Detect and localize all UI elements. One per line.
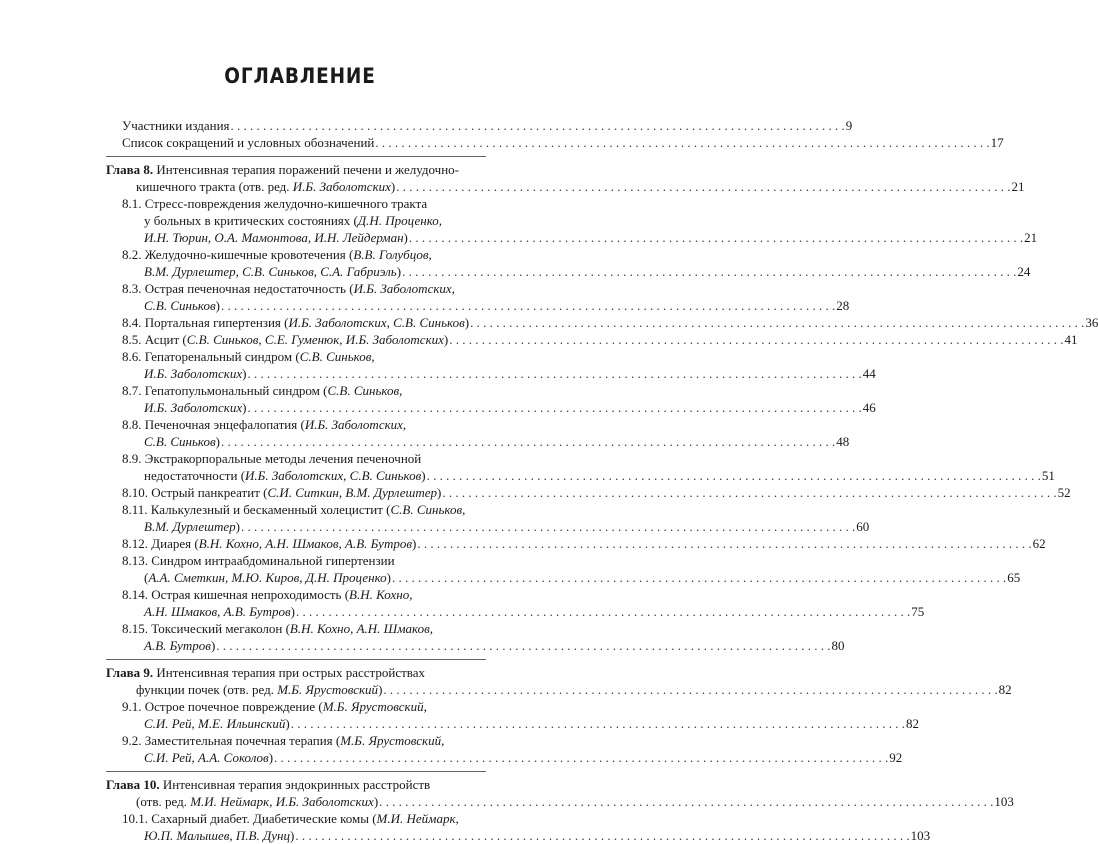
author-names: Ю.П. Малышев, П.В. Дунц xyxy=(144,828,290,843)
dot-leader xyxy=(427,467,1041,484)
entry-text-part: ) xyxy=(215,298,220,313)
section-entry xyxy=(106,450,486,467)
entry-text xyxy=(122,535,416,552)
author-names: А.А. Сметкин, М.Ю. Киров, Д.Н. Проценко xyxy=(148,570,387,585)
entry-text-part: ) xyxy=(411,536,417,551)
page-number: 51 xyxy=(1041,468,1055,483)
entry-text-part: ) xyxy=(268,750,274,765)
section-entry xyxy=(106,416,486,433)
entry-text xyxy=(122,134,374,151)
entry-text xyxy=(144,715,290,732)
author-names: М.Б. Ярустовский, xyxy=(340,733,445,748)
entry-text-part: ) xyxy=(436,485,442,500)
page-number: 65 xyxy=(1007,570,1021,585)
entry-text-part: недостаточности ( xyxy=(144,468,246,483)
entry-text xyxy=(136,793,378,810)
entry-text xyxy=(136,178,395,195)
author-names: И.Б. Заболотских xyxy=(144,400,243,415)
entry-text xyxy=(144,297,220,314)
author-names: М.И. Неймарк, xyxy=(376,811,459,826)
chapter-entry[interactable] xyxy=(106,793,1014,810)
page-number: 21 xyxy=(1011,179,1025,194)
section-entry xyxy=(106,195,486,212)
toc-entry[interactable] xyxy=(106,117,853,134)
chapter-heading xyxy=(106,776,486,793)
page-number: 52 xyxy=(1057,485,1071,500)
entry-text-part: 8.3. Острая печеночная недостаточность ( xyxy=(122,281,354,296)
entry-text-part: ) xyxy=(390,179,396,194)
page-number: 17 xyxy=(990,135,1004,150)
chapter-entry[interactable] xyxy=(106,178,1025,195)
chapter-label: Глава 8. xyxy=(106,162,154,177)
author-names: В.Н. Кохно, А.Н. Шмаков, А.В. Бутров xyxy=(198,536,412,551)
author-names: С.В. Синьков, xyxy=(299,349,375,364)
section-entry-cont[interactable] xyxy=(106,827,931,844)
table-of-contents xyxy=(106,117,1098,844)
dot-leader xyxy=(247,365,861,382)
entry-text xyxy=(144,518,240,535)
section-entry xyxy=(106,586,486,603)
section-entry-cont[interactable] xyxy=(106,229,1038,246)
author-names: С.В. Синьков xyxy=(144,434,216,449)
author-names: И.Б. Заболотских xyxy=(292,179,391,194)
section-entry[interactable] xyxy=(106,535,1046,552)
section-entry-cont[interactable] xyxy=(106,433,850,450)
entry-text-part: Участники издания xyxy=(122,118,230,133)
dot-leader xyxy=(470,314,1084,331)
page-number: 92 xyxy=(889,750,903,765)
chapter-label: Глава 9. xyxy=(106,665,154,680)
entry-text xyxy=(122,117,230,134)
author-names: В.М. Дурлештер xyxy=(144,519,236,534)
dot-leader xyxy=(417,535,1031,552)
entry-text-part: ) xyxy=(210,638,216,653)
entry-text-part: 8.6. Гепаторенальный синдром ( xyxy=(122,349,300,364)
entry-text xyxy=(136,681,382,698)
entry-text-part: 8.7. Гепатопульмональный синдром ( xyxy=(122,383,328,398)
author-names: С.В. Синьков, xyxy=(390,502,466,517)
section-entry-cont[interactable] xyxy=(106,263,1031,280)
author-names: С.И. Ситкин, В.М. Дурлештер xyxy=(267,485,437,500)
entry-text xyxy=(122,484,441,501)
section-entry-cont[interactable] xyxy=(106,365,876,382)
section-entry-cont[interactable] xyxy=(106,297,850,314)
entry-text-part: ( xyxy=(144,570,149,585)
entry-text xyxy=(144,263,401,280)
chapter-title: Интенсивная терапия поражений печени и желудочно- xyxy=(153,162,460,177)
page-number: 36 xyxy=(1085,315,1098,330)
author-names: И.Н. Тюрин, О.А. Мамонтова, И.Н. Лейдерман xyxy=(144,230,404,245)
page-number: 46 xyxy=(862,400,876,415)
entry-text xyxy=(144,433,220,450)
entry-text-part: ) xyxy=(403,230,408,245)
section-entry xyxy=(106,382,486,399)
section-entry[interactable] xyxy=(106,314,1098,331)
entry-text xyxy=(144,749,273,766)
dot-leader xyxy=(291,715,905,732)
section-entry-cont[interactable] xyxy=(106,637,845,654)
entry-text-part: 8.10. Острый панкреатит ( xyxy=(122,485,268,500)
section-entry xyxy=(106,732,486,749)
section-entry-cont[interactable] xyxy=(106,467,1055,484)
entry-text-part: ) xyxy=(289,828,295,843)
entry-text-part: 8.5. Асцит ( xyxy=(122,332,187,347)
author-names: И.Б. Заболотских, С.В. Синьков xyxy=(245,468,422,483)
dot-leader xyxy=(221,297,835,314)
section-entry xyxy=(106,552,486,569)
entry-text-part: 8.9. Экстракорпоральные методы лечения печеночной xyxy=(122,451,422,466)
author-names: В.В. Голубцов, xyxy=(353,247,432,262)
author-names: В.М. Дурлештер, С.В. Синьков, С.А. Габриэль xyxy=(144,264,397,279)
page-number: 60 xyxy=(856,519,870,534)
section-entry-cont[interactable] xyxy=(106,749,903,766)
section-entry-cont[interactable] xyxy=(106,603,925,620)
entry-text-part: 8.4. Портальная гипертензия ( xyxy=(122,315,289,330)
chapter-entry[interactable] xyxy=(106,681,1012,698)
entry-text-part: ) xyxy=(386,570,392,585)
dot-leader xyxy=(396,178,1010,195)
page-number: 103 xyxy=(994,794,1014,809)
section-entry-cont[interactable] xyxy=(106,399,876,416)
dot-leader xyxy=(216,637,830,654)
entry-text xyxy=(144,399,246,416)
author-names: Д.Н. Проценко, xyxy=(357,213,443,228)
section-entry xyxy=(106,698,486,715)
entry-text xyxy=(144,603,295,620)
author-names: С.И. Рей, А.А. Соколов xyxy=(144,750,269,765)
entry-text-part: 9.2. Заместительная почечная терапия ( xyxy=(122,733,341,748)
section-entry xyxy=(106,348,486,365)
author-names: М.Б. Ярустовский xyxy=(277,682,379,697)
dot-leader xyxy=(442,484,1056,501)
dot-leader xyxy=(221,433,835,450)
entry-text-part: ) xyxy=(215,434,220,449)
page-number: 44 xyxy=(862,366,876,381)
author-names: И.Б. Заболотских xyxy=(144,366,243,381)
page-number: 48 xyxy=(836,434,850,449)
section-divider xyxy=(106,659,486,660)
entry-text-part: 8.13. Синдром интраабдоминальной гипертензии xyxy=(122,553,395,568)
entry-text xyxy=(144,569,391,586)
section-entry[interactable] xyxy=(106,331,1078,348)
entry-text xyxy=(122,314,469,331)
dot-leader xyxy=(247,399,861,416)
entry-text xyxy=(144,827,294,844)
entry-text-part: (отв. ред. xyxy=(136,794,191,809)
entry-text-part: 9.1. Острое почечное повреждение ( xyxy=(122,699,323,714)
author-names: А.Н. Шмаков, А.В. Бутров xyxy=(144,604,291,619)
entry-text xyxy=(144,365,246,382)
author-names: С.В. Синьков, С.Е. Гуменюк, И.Б. Заболотских xyxy=(186,332,444,347)
entry-text xyxy=(144,229,408,246)
dot-leader xyxy=(296,603,910,620)
dot-leader xyxy=(383,681,997,698)
entry-text-part: 8.2. Желудочно-кишечные кровотечения ( xyxy=(122,247,354,262)
author-names: И.Б. Заболотских, xyxy=(304,417,407,432)
toc-entry[interactable] xyxy=(106,134,1004,151)
page-title: ОГЛАВЛЕНИЕ xyxy=(224,64,376,88)
dot-leader xyxy=(449,331,1063,348)
page-number: 82 xyxy=(905,716,919,731)
dot-leader xyxy=(295,827,909,844)
page-number: 103 xyxy=(910,828,931,843)
entry-text-part: ) xyxy=(464,315,470,330)
entry-text-part: 10.1. Сахарный диабет. Диабетические комы ( xyxy=(122,811,377,826)
dot-leader xyxy=(392,569,1006,586)
entry-text-part: кишечного тракта (отв. ред. xyxy=(136,179,293,194)
section-entry-cont[interactable] xyxy=(106,518,870,535)
author-names: А.В. Бутров xyxy=(144,638,211,653)
section-entry xyxy=(106,810,486,827)
entry-text-part: ) xyxy=(421,468,426,483)
dot-leader xyxy=(231,117,845,134)
entry-text-part: 8.15. Токсический мегаколон ( xyxy=(122,621,290,636)
entry-text-part: ) xyxy=(242,400,247,415)
section-entry xyxy=(106,620,486,637)
entry-text-part: ) xyxy=(235,519,240,534)
chapter-heading xyxy=(106,161,486,178)
section-entry-cont[interactable] xyxy=(106,715,919,732)
section-entry xyxy=(106,501,486,518)
page-number: 62 xyxy=(1032,536,1046,551)
page-number: 21 xyxy=(1024,230,1038,245)
author-names: М.Б. Ярустовский, xyxy=(322,699,427,714)
section-divider xyxy=(106,156,486,157)
entry-text-part: ) xyxy=(443,332,449,347)
chapter-heading xyxy=(106,664,486,681)
author-names: С.И. Рей, М.Е. Ильинский xyxy=(144,716,286,731)
page-number: 41 xyxy=(1064,332,1078,347)
dot-leader xyxy=(409,229,1023,246)
author-names: С.В. Синьков, xyxy=(327,383,403,398)
chapter-label: Глава 10. xyxy=(106,777,160,792)
page-number: 80 xyxy=(831,638,845,653)
entry-text-part: ) xyxy=(290,604,295,619)
dot-leader xyxy=(375,134,989,151)
chapter-title: Интенсивная терапия эндокринных расстройств xyxy=(159,777,431,792)
entry-text-part: 8.12. Диарея ( xyxy=(122,536,199,551)
entry-text-part: функции почек (отв. ред. xyxy=(136,682,278,697)
dot-leader xyxy=(274,749,888,766)
entry-text-part: Список сокращений и условных обозначений xyxy=(122,135,375,150)
entry-text xyxy=(144,467,426,484)
entry-text-part: 8.8. Печеночная энцефалопатия ( xyxy=(122,417,305,432)
page-number: 28 xyxy=(836,298,850,313)
author-names: И.Б. Заболотских, xyxy=(353,281,455,296)
author-names: В.Н. Кохно, А.Н. Шмаков, xyxy=(289,621,434,636)
entry-text-part: ) xyxy=(378,682,383,697)
entry-text-part: ) xyxy=(242,366,247,381)
section-entry-cont xyxy=(106,212,486,229)
entry-text-part: ) xyxy=(373,794,379,809)
author-names: С.В. Синьков xyxy=(144,298,216,313)
section-entry xyxy=(106,280,486,297)
entry-text xyxy=(122,331,448,348)
entry-text-part: 8.11. Калькулезный и бескаменный холецистит ( xyxy=(122,502,391,517)
dot-leader xyxy=(241,518,855,535)
section-divider xyxy=(106,771,486,772)
entry-text xyxy=(144,637,215,654)
page-number: 75 xyxy=(911,604,925,619)
section-entry-cont[interactable] xyxy=(106,569,1021,586)
chapter-title: Интенсивная терапия при острых расстройствах xyxy=(153,665,426,680)
section-entry[interactable] xyxy=(106,484,1071,501)
section-entry xyxy=(106,246,486,263)
entry-text-part: ) xyxy=(285,716,290,731)
dot-leader xyxy=(402,263,1016,280)
page-number: 24 xyxy=(1017,264,1031,279)
entry-text-part: 8.1. Стресс-повреждения желудочно-кишечного тракта xyxy=(122,196,428,211)
entry-text-part: у больных в критических состояниях ( xyxy=(144,213,358,228)
author-names: В.Н. Кохно, xyxy=(349,587,413,602)
entry-text-part: 8.14. Острая кишечная непроходимость ( xyxy=(122,587,350,602)
author-names: И.Б. Заболотских, С.В. Синьков xyxy=(288,315,465,330)
dot-leader xyxy=(379,793,993,810)
page-number: 82 xyxy=(998,682,1012,697)
entry-text-part: ) xyxy=(396,264,402,279)
author-names: М.И. Неймарк, И.Б. Заболотских xyxy=(190,794,374,809)
page-number: 9 xyxy=(845,118,853,133)
